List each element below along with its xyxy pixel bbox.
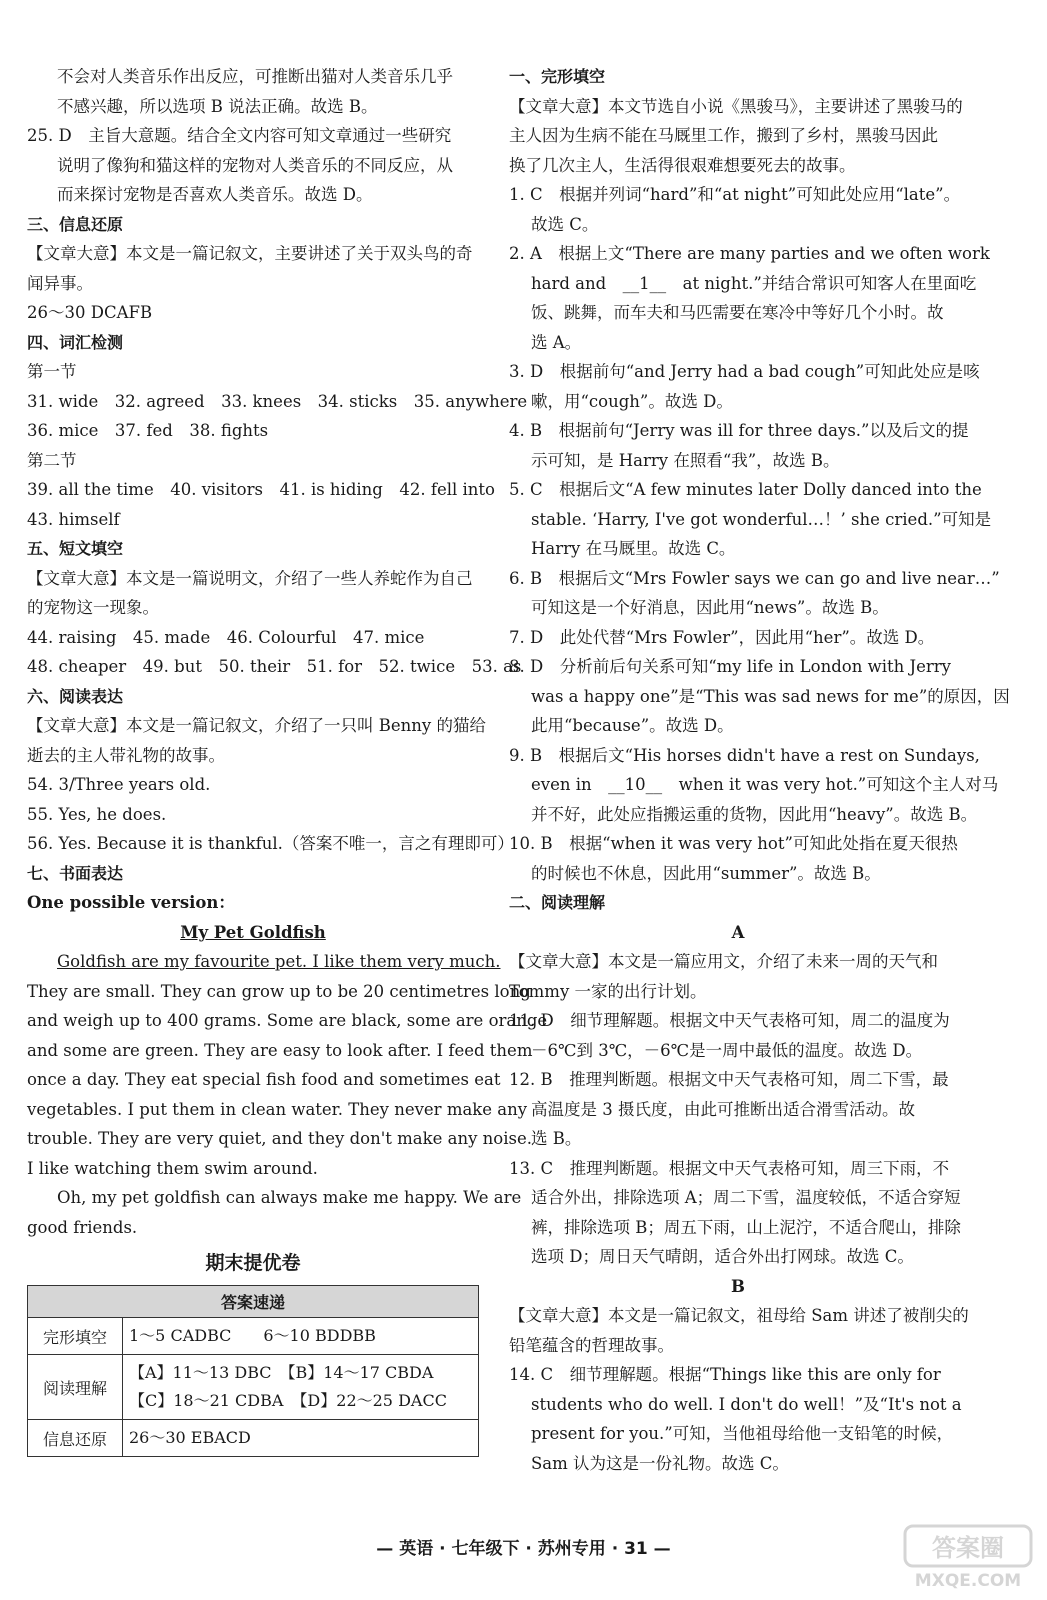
text-line: 39. all the time 40. visitors 41. is hiding 42. fell into — [27, 480, 495, 499]
text-line: 7. D 此处代替“Mrs Fowler”，因此用“her”。故选 D。 — [509, 627, 935, 647]
text-line: 31. wide 32. agreed 33. knees 34. sticks 35. anywhere — [27, 391, 528, 411]
text-line: 【文章大意】本文是一篇记叙文，介绍了一只叫 Benny 的猫给 — [27, 716, 486, 735]
section-title: 期末提优卷 — [205, 1252, 301, 1274]
text-line: 故选 C。 — [531, 214, 599, 234]
text-line: 8. D 分析前后句关系可知“my life in London with Jerry — [509, 657, 951, 676]
text-line: 适合外出，排除选项 A；周二下雪，温度较低，不适合穿短 — [531, 1188, 961, 1207]
text-line: 裤，排除选项 B；周五下雨，山上泥泞，不适合爬山，排除 — [531, 1217, 961, 1237]
table-row-label: 完形填空 — [28, 1318, 123, 1355]
text-line: Goldfish are my favourite pet. I like them very much. — [57, 952, 501, 971]
answer-line: 【A】11～13 DBC 【B】14～17 CBDA — [129, 1363, 434, 1382]
text-line: 第二节 — [27, 450, 77, 470]
text-line: 【文章大意】本文是一篇记叙文，主要讲述了关于双头鸟的奇 — [27, 244, 473, 263]
text-line: stable. ‘Harry, I've got wonderful…！’ she cried.”可知是 — [531, 509, 992, 529]
answer-line: 【C】18～21 CDBA 【D】22～25 DACC — [129, 1391, 447, 1410]
text-line: My Pet Goldfish — [180, 922, 326, 942]
text-line: hard and __1__ at night.”并结合常识可知客人在里面吃 — [531, 273, 977, 293]
text-line: 选项 D；周日天气晴朗，适合外出打网球。故选 C。 — [531, 1247, 914, 1266]
table-row-answers — [123, 1420, 479, 1457]
text-line: B — [731, 1276, 745, 1296]
text-line: 56. Yes. Because it is thankful.（答案不唯一，言之有理即可） — [27, 834, 514, 853]
table-row-answers — [123, 1355, 479, 1420]
text-line: 48. cheaper 49. but 50. their 51. for 52. twice 53. as — [27, 657, 522, 676]
answer-table — [27, 1285, 479, 1457]
text-line: 的宠物这一现象。 — [27, 598, 159, 617]
text-line: 5. C 根据后文“A few minutes later Dolly danced into the — [509, 480, 982, 499]
text-line: Harry 在马厩里。故选 C。 — [531, 539, 736, 558]
text-line: was a happy one”是“This was sad news for me”的原因，因 — [531, 686, 1010, 706]
text-line: 此用“because”。故选 D。 — [531, 716, 734, 735]
table-row-answers — [123, 1318, 479, 1355]
text-line: They are small. They can grow up to be 20 centimetres long — [27, 981, 531, 1001]
section-heading: 六、阅读表达 — [27, 686, 124, 706]
text-line: present for you.”可知，当他祖母给他一支铅笔的时候， — [531, 1424, 954, 1443]
text-line: 9. B 根据后文“His horses didn't have a rest on Sundays, — [509, 745, 980, 765]
left-column — [27, 62, 548, 1457]
text-line: One possible version： — [27, 893, 235, 912]
text-line: good friends. — [27, 1217, 138, 1237]
text-line: Oh, my pet goldfish can always make me happy. We are — [57, 1188, 522, 1207]
text-line: and weigh up to 400 grams. Some are black, some are orange — [27, 1011, 548, 1030]
text-line: 选 B。 — [531, 1129, 582, 1148]
table-row-label: 阅读理解 — [28, 1355, 123, 1420]
text-line: 6. B 根据后文“Mrs Fowler says we can go and live near…” — [509, 568, 1000, 588]
text-line: 【文章大意】本文是一篇记叙文，祖母给 Sam 讲述了被削尖的 — [509, 1306, 969, 1325]
text-line: 3. D 根据前句“and Jerry had a bad cough”可知此处应是咳 — [509, 362, 980, 381]
text-line: 闻异事。 — [27, 273, 93, 293]
text-line: I like watching them swim around. — [27, 1158, 318, 1178]
text-line: 2. A 根据上文“There are many parties and we often work — [509, 244, 990, 263]
page-footer: — 英语 · 七年级下 · 苏州专用 · 31 — — [376, 1539, 671, 1559]
text-line: 不感兴趣，所以选项 B 说法正确。故选 B。 — [57, 96, 378, 116]
text-line: 示可知，是 Harry 在照看“我”，故选 B。 — [531, 450, 840, 470]
text-line: vegetables. I put them in clean water. They never make any — [27, 1099, 528, 1119]
table-row — [28, 1420, 479, 1457]
text-line: 换了几次主人，生活得很艰难想要死去的故事。 — [509, 155, 856, 175]
text-line: and some are green. They are easy to look after. I feed them — [27, 1040, 533, 1060]
answer-table-header: 答案速递 — [28, 1286, 479, 1318]
text-line: 逝去的主人带礼物的故事。 — [27, 745, 225, 765]
table-row — [28, 1318, 479, 1355]
text-line: 26～30 DCAFB — [27, 303, 153, 322]
text-line: －6℃到 3℃，－6℃是一周中最低的温度。故选 D。 — [531, 1040, 923, 1060]
text-line: A — [731, 922, 745, 942]
section-heading: 七、书面表达 — [27, 863, 124, 883]
text-line: trouble. They are very quiet, and they don't make any noise. — [27, 1129, 532, 1148]
answer-line: 1～5 CADBC 6～10 BDDBB — [129, 1326, 376, 1345]
svg-text:MXQE.COM: MXQE.COM — [914, 1571, 1022, 1590]
text-line: 11. D 细节理解题。根据文中天气表格可知，周二的温度为 — [509, 1011, 950, 1030]
section-heading: 一、完形填空 — [509, 67, 606, 86]
text-line: 主人因为生病不能在马厩里工作，搬到了乡村，黑骏马因此 — [509, 126, 938, 145]
text-line: 选 A。 — [531, 332, 582, 352]
text-line: once a day. They eat special fish food and sometimes eat — [27, 1070, 501, 1089]
text-line: 55. Yes, he does. — [27, 804, 167, 824]
text-line: 13. C 推理判断题。根据文中天气表格可知，周三下雨，不 — [509, 1158, 950, 1178]
text-line: 【文章大意】本文是一篇说明文，介绍了一些人养蛇作为自己 — [27, 568, 473, 588]
watermark-logo — [903, 1524, 1033, 1590]
section-heading: 五、短文填空 — [27, 539, 124, 558]
text-line: 44. raising 45. made 46. Colourful 47. mice — [27, 627, 425, 647]
text-line: 第一节 — [27, 362, 77, 381]
answer-line: 26～30 EBACD — [129, 1428, 251, 1447]
section-heading: 二、阅读理解 — [509, 893, 606, 912]
text-line: 饭、跳舞，而车夫和马匹需要在寒冷中等好几个小时。故 — [531, 303, 944, 322]
text-line: even in __10__ when it was very hot.”可知这个主人对马 — [531, 775, 999, 794]
text-line: 可知这是一个好消息，因此用“news”。故选 B。 — [531, 598, 889, 617]
text-line: 36. mice 37. fed 38. fights — [27, 421, 269, 440]
text-line: 25. D 主旨大意题。结合全文内容可知文章通过一些研究 — [27, 126, 452, 145]
text-line: 54. 3/Three years old. — [27, 775, 211, 794]
text-line: 10. B 根据“when it was very hot”可知此处指在夏天很热 — [509, 834, 958, 853]
text-line: 不会对人类音乐作出反应，可推断出猫对人类音乐几乎 — [57, 67, 453, 86]
text-line: 43. himself — [27, 509, 120, 529]
text-line: students who do well. I don't do well！”及“It's not a — [531, 1394, 962, 1414]
svg-text:答案圈: 答案圈 — [932, 1534, 1004, 1562]
text-line: 1. C 根据并列词“hard”和“at night”可知此处应用“late”。 — [509, 185, 961, 204]
text-line: 高温度是 3 摄氏度，由此可推断出适合滑雪活动。故 — [531, 1099, 915, 1119]
text-line: 14. C 细节理解题。根据“Things like this are only for — [509, 1365, 941, 1384]
text-line: Tommy 一家的出行计划。 — [509, 981, 707, 1001]
text-line: 铅笔蕴含的哲理故事。 — [509, 1335, 674, 1355]
text-line: 【文章大意】本文节选自小说《黑骏马》，主要讲述了黑骏马的 — [509, 96, 963, 116]
text-line: 嗽，用“cough”。故选 D。 — [531, 391, 733, 411]
right-column — [509, 62, 1010, 1478]
text-line: 【文章大意】本文是一篇应用文，介绍了未来一周的天气和 — [509, 952, 938, 971]
table-row-label: 信息还原 — [28, 1420, 123, 1457]
text-line: 12. B 推理判断题。根据文中天气表格可知，周二下雪，最 — [509, 1070, 949, 1089]
section-heading: 三、信息还原 — [27, 214, 124, 234]
text-line: 的时候也不休息，因此用“summer”。故选 B。 — [531, 863, 881, 883]
text-line: Sam 认为这是一份礼物。故选 C。 — [531, 1453, 789, 1473]
text-line: 并不好，此处应指搬运重的货物，因此用“heavy”。故选 B。 — [531, 804, 978, 824]
table-row — [28, 1355, 479, 1420]
text-line: 而来探讨宠物是否喜欢人类音乐。故选 D。 — [57, 185, 373, 204]
text-line: 说明了像狗和猫这样的宠物对人类音乐的不同反应，从 — [57, 155, 453, 175]
text-line: 4. B 根据前句“Jerry was ill for three days.”以及后文的提 — [509, 421, 969, 440]
section-heading: 四、词汇检测 — [27, 332, 124, 352]
